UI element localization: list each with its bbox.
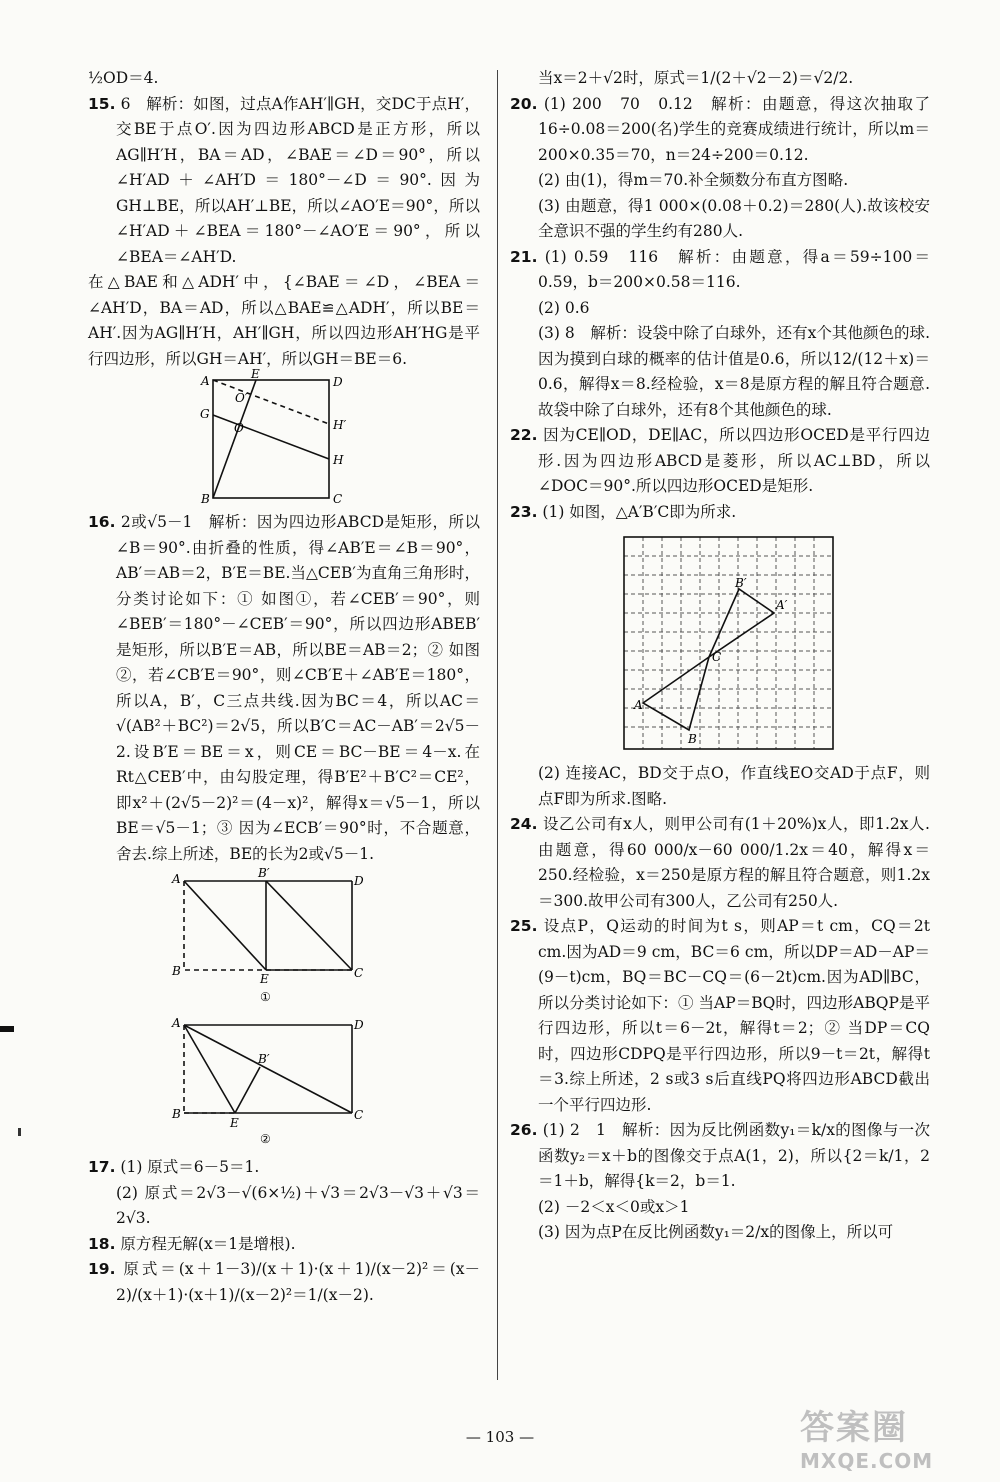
text-block: ½OD＝4. [88, 69, 159, 87]
answer-19-cont: 当x＝2＋√2时，原式＝1/(2＋√2－2)＝√2/2. [538, 69, 854, 87]
label-B-prime: B′ [258, 866, 270, 880]
answer-16: 16. 2或√5－1 解析：因为四边形ABCD是矩形，所以∠B＝90°.由折叠的性质，得∠AB′E＝∠B＝90°，AB′＝AB＝2，B′E＝BE.当△CEB′为直角三角形时，分类讨论如下：① 如图①，若∠CEB′＝90°，则∠BEB′＝180°－∠CEB′＝90°，所以四边形ABEB′是矩形，所以B′E＝AB，所以BE＝AB＝2；② 如图②，若∠CB′E＝90°，则∠CB′E＋∠AB′E＝180°，所以A，B′，C三点共线.因为BC＝4，所以AC＝√(AB²＋BC²)＝2√5，所以B′C＝AC－AB′＝2√5－2.设B′E＝BE＝x，则CE＝BC－BE＝4－x.在Rt△CEB′中，由勾股定理，得B′E²＋B′C²＝CE²，即x²＋(2√5－2)²＝(4－x)²，解得x＝√5－1，所以BE＝√5－1；③ 因为∠ECB′＝90°时，不合题意，舍去.综上所述，BE的长为2或√5－1. [88, 513, 480, 863]
label-E: E [230, 1116, 239, 1130]
figure-23-grid [510, 529, 930, 757]
label-D: D [354, 874, 364, 888]
answer-20: 20. (1) 200 70 0.12 解析：由题意，得这次抽取了16÷0.08＝200(名)学生的竞赛成绩进行统计，所以m＝200×0.35＝70，n＝24÷200＝0.12. [510, 94, 930, 164]
label-E: E [260, 972, 269, 986]
answer-17-2: (2) 原式＝2√3－√(6×½)＋√3＝2√3－√3＋√3＝2√3. [116, 1183, 480, 1227]
page-number: — 103 — [465, 1428, 535, 1446]
figure-15 [88, 367, 480, 506]
column-divider [497, 70, 498, 1380]
answer-26-2: (2) －2＜x＜0或x＞1 [538, 1197, 690, 1216]
label-O: O [234, 421, 244, 435]
label-D: D [354, 1018, 364, 1032]
watermark-logo [800, 1400, 990, 1478]
label-A: A [172, 872, 181, 886]
label-A: A [634, 698, 643, 712]
answer-17: 17. (1) 原式＝6－5＝1. [88, 1158, 260, 1176]
label-O-prime: O′ [235, 391, 248, 405]
answer-21-3: (3) 8 解析：设袋中除了白球外，还有x个其他颜色的球.因为摸到白球的概率的估计值是0.6，所以12/(12＋x)＝0.6，解得x＝8.经检验，x＝8是原方程的解且符合题意.故袋中除了白球外，还有8个其他颜色的球. [538, 324, 930, 419]
answer-24: 24. 设乙公司有x人，则甲公司有(1＋20%)x人，即1.2x人.由题意，得60 000/x－60 000/1.2x＝40，解得x＝250.经检验，x＝250是原方程的解且符合题意，则1.2x＝300.故甲公司有300人，乙公司有250人. [510, 815, 930, 910]
label-A-prime: A′ [776, 598, 788, 612]
watermark-title: 答案圈 [800, 1408, 908, 1448]
label-B-prime: B′ [258, 1052, 270, 1066]
figure-16-1 [88, 866, 480, 1011]
answer-26-3: (3) 因为点P在反比例函数y₁＝2/x的图像上，所以可 [538, 1223, 894, 1241]
right-column [510, 66, 930, 1246]
answer-18: 18. 原方程无解(x＝1是增根). [88, 1234, 296, 1253]
answer-19: 19. 原式＝(x＋1－3)/(x＋1)·(x＋1)/(x－2)²＝(x－2)/(x＋1)·(x＋1)/(x－2)²＝1/(x－2). [88, 1260, 480, 1304]
answer-25: 25. 设点P，Q运动的时间为t s，则AP＝t cm，CQ＝2t cm.因为AD＝9 cm，BC＝6 cm，所以DP＝AD－AP＝(9－t)cm，BQ＝BC－CQ＝(6－2t)cm.因为AD∥BC，所以分类讨论如下：① 当AP＝BQ时，四边形ABQP是平行四边形，所以t＝6－2t，解得t＝2；② 当DP＝CQ时，四边形CDPQ是平行四边形，所以9－t＝2t，解得t＝3.综上所述，2 s或3 s后直线PQ将四边形ABCD截出一个平行四边形. [510, 917, 931, 1114]
figure-caption: ① [260, 990, 271, 1004]
answer-23: 23. (1) 如图，△A′B′C即为所求. [510, 502, 737, 521]
answer-20-2: (2) 由(1)，得m＝70.补全频数分布直方图略. [538, 171, 849, 189]
answer-20-3: (3) 由题意，得1 000×(0.08＋0.2)＝280(人).故该校安全意识不强的学生约有280人. [538, 196, 930, 240]
label-B: B [688, 732, 697, 746]
binding-mark-small [18, 1128, 21, 1136]
figure-caption: ② [260, 1132, 271, 1146]
answer-23-2: (2) 连接AC，BD交于点O，作直线EO交AD于点F，则点F即为所求.图略. [538, 764, 930, 808]
watermark-url: MXQE.COM [800, 1449, 934, 1473]
label-B: B [172, 964, 181, 978]
answer-21: 21. (1) 0.59 116 解析：由题意，得a＝59÷100＝0.59，b＝200×0.58＝116. [510, 247, 930, 291]
label-B: B [172, 1107, 181, 1121]
label-B-prime: B′ [735, 576, 747, 590]
label-A: A [172, 1016, 181, 1030]
label-H-prime: H′ [333, 418, 347, 432]
answer-15-cont: 在△BAE和△ADH′中，{∠BAE＝∠D，∠BEA＝∠AH′D，BA＝AD，所以△BAE≌△ADH′，所以BE＝AH′.因为AG∥H′H，AH′∥GH，所以四边形AH′HG是平行四边形，所以GH＝AH′，所以GH＝BE＝6. [88, 273, 480, 368]
label-E: E [251, 367, 260, 381]
label-B: B [201, 492, 210, 506]
label-C: C [333, 492, 343, 506]
answer-21-2: (2) 0.6 [538, 298, 590, 317]
answer-26: 26. (1) 2 1 解析：因为反比例函数y₁＝k/x的图像与一次函数y₂＝x＋b的图像交于点A(1，2)，所以{2＝k/1，2＝1＋b，解得{k＝2，b＝1. [510, 1121, 930, 1190]
label-D: D [333, 375, 343, 389]
answer-22: 22. 因为CE∥OD，DE∥AC，所以四边形OCED是平行四边形.因为四边形ABCD是菱形，所以AC⊥BD，所以∠DOC＝90°.所以四边形OCED是矩形. [510, 426, 930, 495]
label-C: C [354, 1108, 364, 1122]
label-C: C [354, 966, 364, 980]
left-column [88, 66, 480, 1308]
binding-mark [0, 1026, 14, 1032]
answer-15: 15. 6 解析：如图，过点A作AH′∥GH，交DC于点H′，交BE于点O′.因为四边形ABCD是正方形，所以AG∥H′H，BA＝AD，∠BAE＝∠D＝90°，所以∠H′AD＋∠AH′D＝180°－∠D＝90°.因为GH⊥BE，所以AH′⊥BE，所以∠AO′E＝90°，所以∠H′AD＋∠BEA＝180°－∠AO′E＝90°，所以∠BEA＝∠AH′D. [88, 94, 480, 266]
label-C: C [712, 650, 722, 664]
label-G: G [200, 407, 210, 421]
figure-16-2 [88, 1015, 480, 1151]
label-A: A [201, 374, 210, 388]
label-H: H [333, 453, 344, 467]
